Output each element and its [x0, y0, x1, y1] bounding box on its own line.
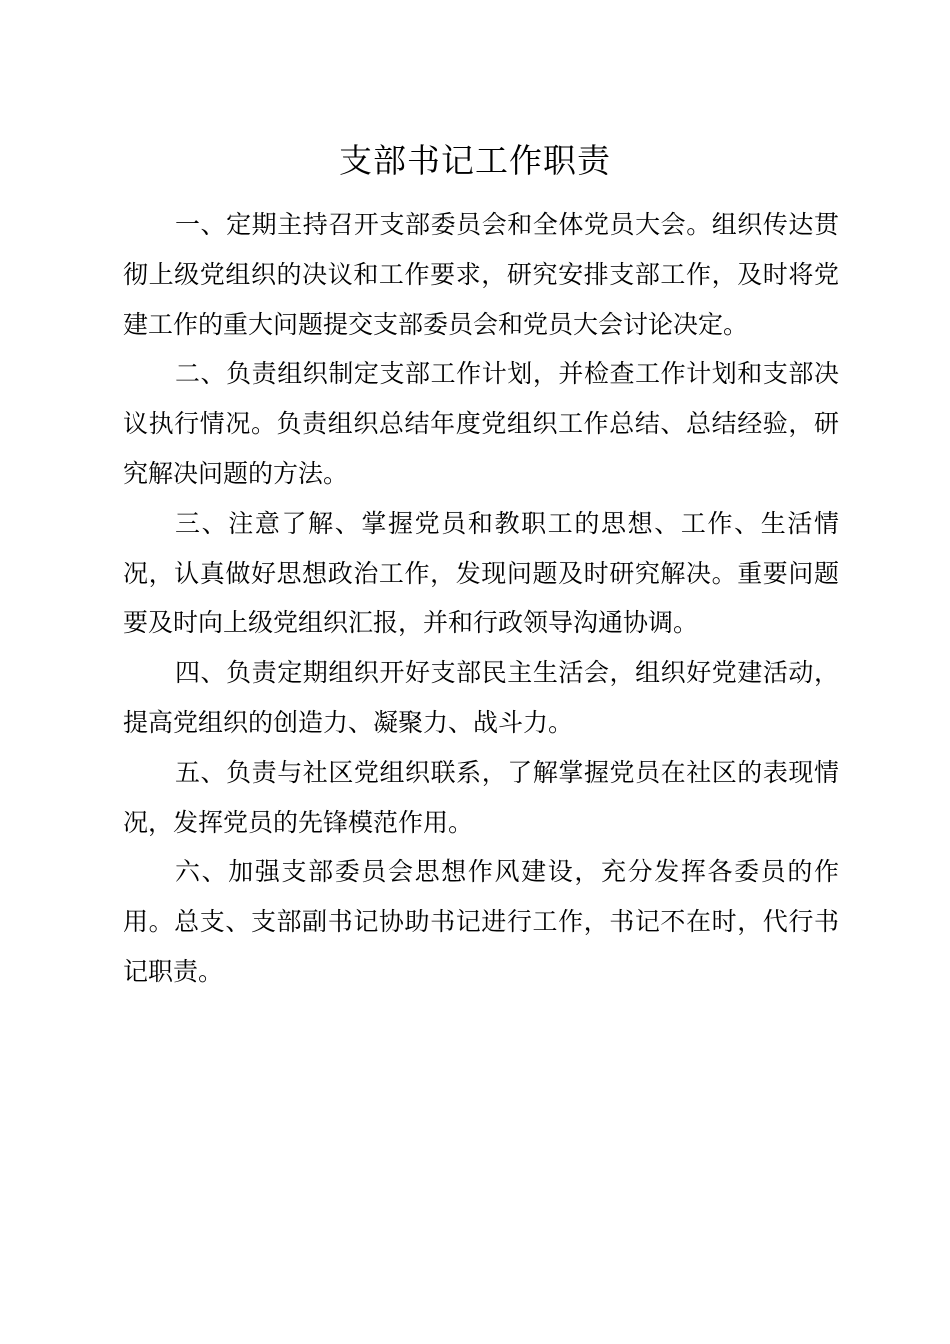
document-body [123, 200, 839, 997]
paragraph-6: 六、加强支部委员会思想作风建设，充分发挥各委员的作用。总支、支部副书记协助书记进行工作，书记不在时，代行书记职责。 [123, 857, 839, 986]
paragraph-2: 二、负责组织制定支部工作计划，并检查工作计划和支部决议执行情况。负责组织总结年度党组织工作总结、总结经验，研究解决问题的方法。 [123, 359, 839, 488]
paragraph-5: 五、负责与社区党组织联系，了解掌握党员在社区的表现情况，发挥党员的先锋模范作用。 [123, 757, 839, 837]
paragraph-4: 四、负责定期组织开好支部民主生活会，组织好党建活动，提高党组织的创造力、凝聚力、战斗力。 [123, 658, 839, 737]
paragraph-1: 一、定期主持召开支部委员会和全体党员大会。组织传达贯彻上级党组织的决议和工作要求，研究安排支部工作，及时将党建工作的重大问题提交支部委员会和党员大会讨论决定。 [123, 210, 839, 339]
paragraph-3: 三、注意了解、掌握党员和教职工的思想、工作、生活情况，认真做好思想政治工作，发现问题及时研究解决。重要问题要及时向上级党组织汇报，并和行政领导沟通协调。 [123, 508, 839, 638]
document-title: 支部书记工作职责 [339, 141, 611, 180]
